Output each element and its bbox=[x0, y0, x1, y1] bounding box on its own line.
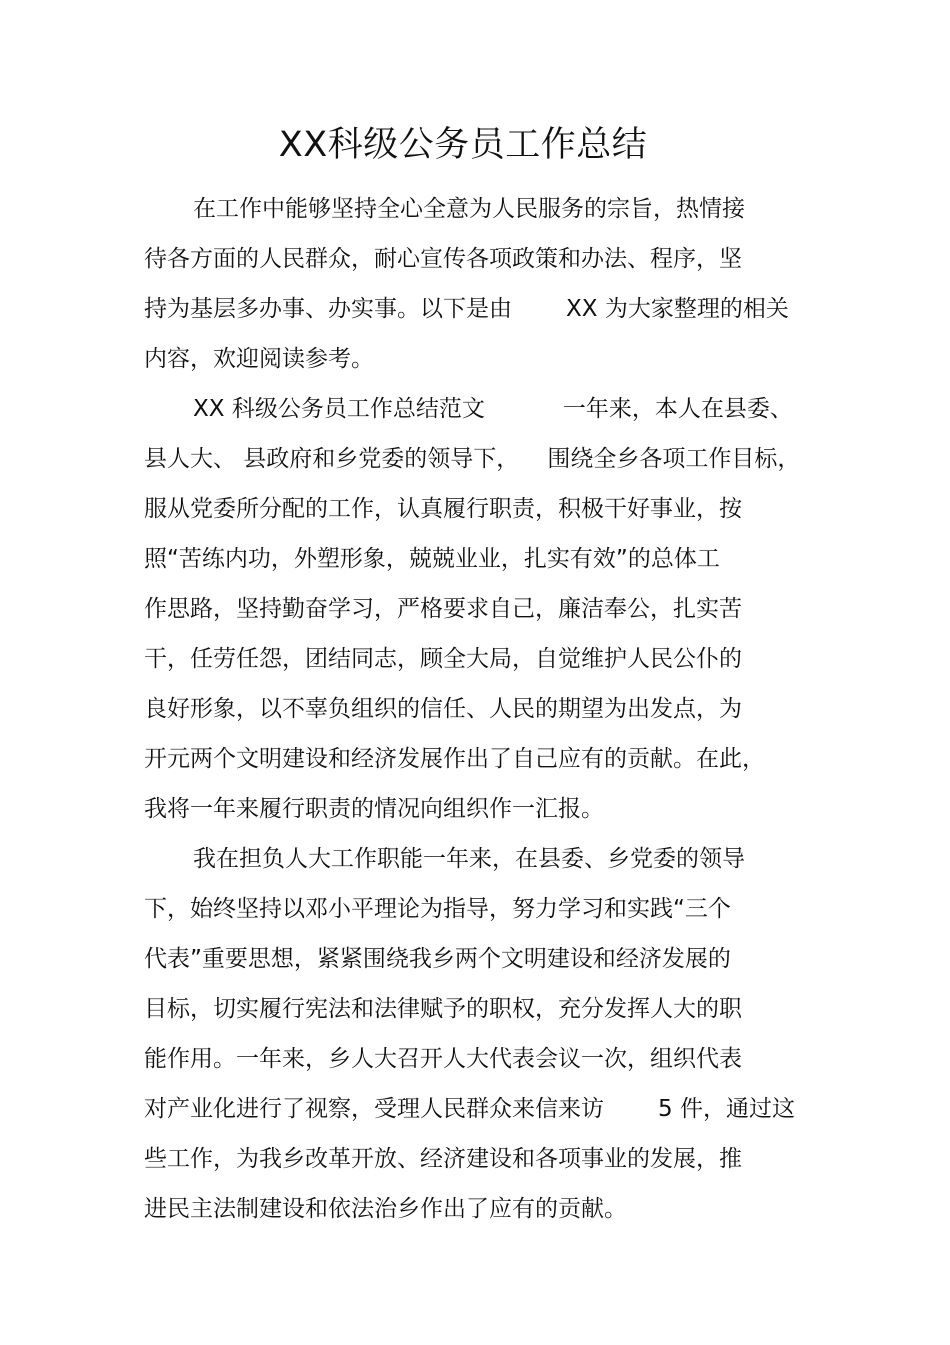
paragraph-2-line-1 bbox=[193, 392, 793, 426]
paragraph-3-line-6-part-2: 5 件，通过这 bbox=[658, 1096, 795, 1122]
paragraph-2-line-2 bbox=[144, 442, 800, 476]
paragraph-2-line-4: 照“苦练内功，外塑形象，兢兢业业，扎实有效”的总体工 bbox=[144, 546, 720, 572]
paragraph-3-line-4: 目标，切实履行宪法和法律赋予的职权，充分发挥人大的职 bbox=[144, 996, 742, 1022]
document-title: XX科级公务员工作总结 bbox=[278, 125, 648, 165]
paragraph-3-line-8: 进民主法制建设和依法治乡作出了应有的贡献。 bbox=[144, 1196, 627, 1222]
paragraph-2-line-1-part-1: XX 科级公务员工作总结范文 bbox=[193, 396, 485, 422]
paragraph-2-line-9: 我将一年来履行职责的情况向组织作一汇报。 bbox=[144, 796, 604, 822]
paragraph-1-line-3-part-1: 持为基层多办事、办实事。以下是由 bbox=[144, 296, 512, 322]
paragraph-2-line-6: 干，任劳任怨，团结同志，顾全大局，自觉维护人民公仆的 bbox=[144, 646, 742, 672]
paragraph-2-line-2-part-1: 县人大、 县政府和乡党委的领导下， bbox=[144, 446, 520, 472]
paragraph-2-line-2-part-2: 围绕全乡各项工作目标， bbox=[547, 446, 801, 472]
paragraph-3-line-7: 些工作，为我乡改革开放、经济建设和各项事业的发展，推 bbox=[144, 1146, 742, 1172]
paragraph-1-line-2: 待各方面的人民群众，耐心宣传各项政策和办法、程序，坚 bbox=[144, 246, 742, 272]
paragraph-2-line-5: 作思路，坚持勤奋学习，严格要求自己，廉洁奉公，扎实苦 bbox=[144, 596, 742, 622]
paragraph-1-line-4: 内容，欢迎阅读参考。 bbox=[144, 346, 374, 372]
paragraph-1-line-3-part-2: XX 为大家整理的相关 bbox=[566, 296, 789, 322]
paragraph-3-line-6 bbox=[144, 1092, 795, 1126]
paragraph-3-line-1: 我在担负人大工作职能一年来，在县委、乡党委的领导 bbox=[193, 846, 745, 872]
paragraph-3-line-2: 下，始终坚持以邓小平理论为指导，努力学习和实践“三个 bbox=[144, 896, 731, 922]
paragraph-1-line-1: 在工作中能够坚持全心全意为人民服务的宗旨，热情接 bbox=[193, 196, 745, 222]
paragraph-2-line-7: 良好形象，以不辜负组织的信任、人民的期望为出发点，为 bbox=[144, 696, 742, 722]
paragraph-3-line-6-part-1: 对产业化进行了视察，受理人民群众来信来访 bbox=[144, 1096, 604, 1122]
paragraph-2-line-1-part-2: 一年来，本人在县委、 bbox=[562, 396, 793, 422]
paragraph-1-line-3 bbox=[144, 292, 789, 326]
paragraph-3-line-5: 能作用。一年来，乡人大召开人大代表会议一次，组织代表 bbox=[144, 1046, 742, 1072]
paragraph-2-line-8: 开元两个文明建设和经济发展作出了自己应有的贡献。在此， bbox=[144, 746, 765, 772]
paragraph-2-line-3: 服从党委所分配的工作，认真履行职责，积极干好事业，按 bbox=[144, 496, 742, 522]
paragraph-3-line-3: 代表”重要思想，紧紧围绕我乡两个文明建设和经济发展的 bbox=[144, 946, 731, 972]
